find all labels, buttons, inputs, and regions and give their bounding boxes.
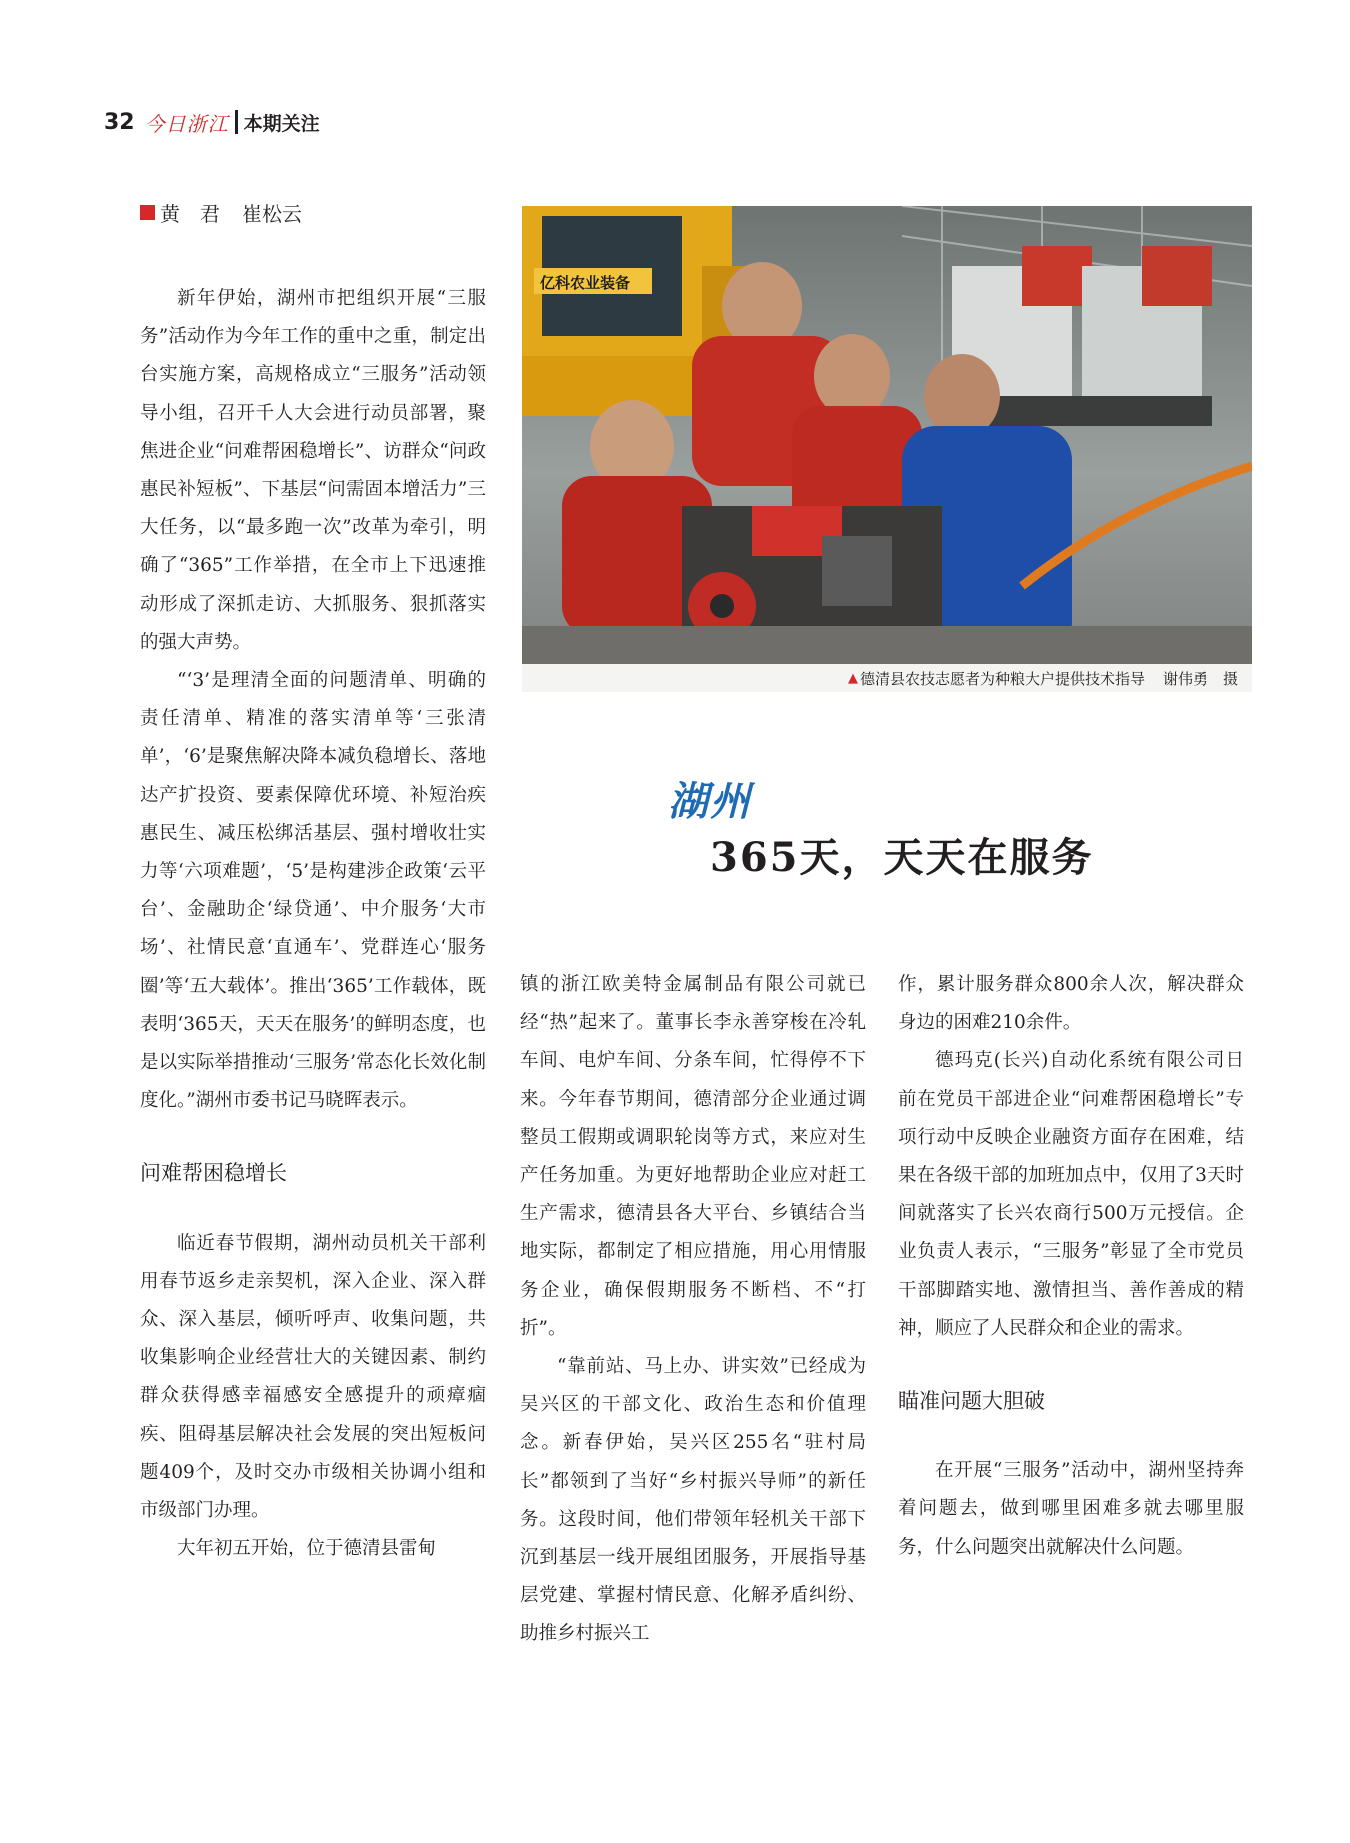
article-column-1 (140, 280, 486, 1569)
subheading: 瞄准问题大胆破 (898, 1389, 1045, 1414)
paragraph: “靠前站、马上办、讲实效”已经成为吴兴区的干部文化、政治生态和价值理念。新春伊始，吴兴区255名“驻村局长”都领到了当好“乡村振兴导师”的新任务。这段时间，他们带领年轻机关干部下沉到基层一线开展组团服务，开展指导基层党建、掌握村情民意、化解矛盾纠纷、助推乡村振兴工 (520, 1356, 866, 1645)
magazine-logo: 今日浙江 (144, 111, 229, 136)
caption-text: 德清县农技志愿者为种粮大户提供技术指导 (859, 669, 1145, 688)
author-name: 黄 君 (160, 202, 220, 226)
article-column-2 (520, 966, 866, 1654)
header-divider (235, 110, 238, 134)
caption-triangle-icon: ▲ (847, 670, 858, 686)
paragraph: 在开展“三服务”活动中，湖州坚持奔着问题去，做到哪里困难多就去哪里服务，什么问题突出就解决什么问题。 (898, 1460, 1244, 1558)
paragraph: 作，累计服务群众800余人次，解决群众身边的困难210余件。 (898, 974, 1244, 1034)
running-header (104, 104, 320, 140)
photo-illustration (522, 206, 1252, 692)
paragraph: “‘3’是理清全面的问题清单、明确的责任清单、精准的落实清单等‘三张清单’，‘6’是聚焦解决降本减负稳增长、落地达产扩投资、要素保障优环境、补短治疾惠民生、减压松绑活基层、强村增收壮实力等‘六项难题’，‘5’是构建涉企政策‘云平台’、金融助企‘绿贷通’、中介服务‘大市场’、社情民意‘直通车’、党群连心‘服务圈’等‘五大载体’。推出‘365’工作载体，既表明‘365天，天天在服务’的鲜明态度，也是以实际举措推动‘三服务’常态化长效化制度化。”湖州市委书记马晓晖表示。 (140, 670, 486, 1112)
section-name: 本期关注 (243, 112, 320, 135)
page-number: 32 (104, 109, 135, 135)
article-column-3 (898, 966, 1244, 1567)
photo-caption (522, 664, 1252, 692)
byline (140, 198, 324, 227)
paragraph: 大年初五开始，位于德清县雷甸 (177, 1538, 437, 1560)
headline: 365天，天天在服务 (710, 834, 1094, 881)
paragraph: 临近春节假期，湖州动员机关干部利用春节返乡走亲契机，深入企业、深入群众、深入基层，倾听呼声、收集问题，共收集影响企业经营壮大的关键因素、制约群众获得感幸福感安全感提升的顽瘴痼疾、阻碍基层解决社会发展的突出短板问题409个，及时交办市级相关协调小组和市级部门办理。 (140, 1232, 486, 1522)
title-kicker: 湖州 (668, 779, 752, 825)
paragraph: 新年伊始，湖州市把组织开展“三服务”活动作为今年工作的重中之重，制定出台实施方案，高规格成立“三服务”活动领导小组，召开千人大会进行动员部署，聚焦进企业“问难帮困稳增长”、访群众“问政惠民补短板”、下基层“问需固本增活力”三大任务，以“最多跑一次”改革为牵引，明确了“365”工作举措，在全市上下迅速推动形成了深抓走访、大抓服务、狠抓落实的强大声势。 (140, 288, 486, 653)
photo-credit: 谢伟勇 摄 (1162, 669, 1238, 688)
subheading: 问难帮困稳增长 (140, 1161, 287, 1186)
byline-marker (140, 205, 155, 220)
article-photo (522, 206, 1252, 692)
machine-label: 亿科农业装备 (540, 274, 631, 292)
paragraph: 镇的浙江欧美特金属制品有限公司就已经“热”起来了。董事长李永善穿梭在冷轧车间、电炉车间、分条车间，忙得停不下来。今年春节期间，德清部分企业通过调整员工假期或调职轮岗等方式，来应对生产任务加重。为更好地帮助企业应对赶工生产需求，德清县各大平台、乡镇结合当地实际，都制定了相应措施，用心用情服务企业，确保假期服务不断档、不“打折”。 (520, 974, 866, 1339)
paragraph: 德玛克(长兴)自动化系统有限公司日前在党员干部进企业“问难帮困稳增长”专项行动中反映企业融资方面存在困难，结果在各级干部的加班加点中，仅用了3天时间就落实了长兴农商行500万元授信。企业负责人表示，“三服务”彰显了全市党员干部脚踏实地、激情担当、善作善成的精神，顺应了人民群众和企业的需求。 (898, 1050, 1244, 1339)
author-name: 崔松云 (242, 202, 302, 226)
